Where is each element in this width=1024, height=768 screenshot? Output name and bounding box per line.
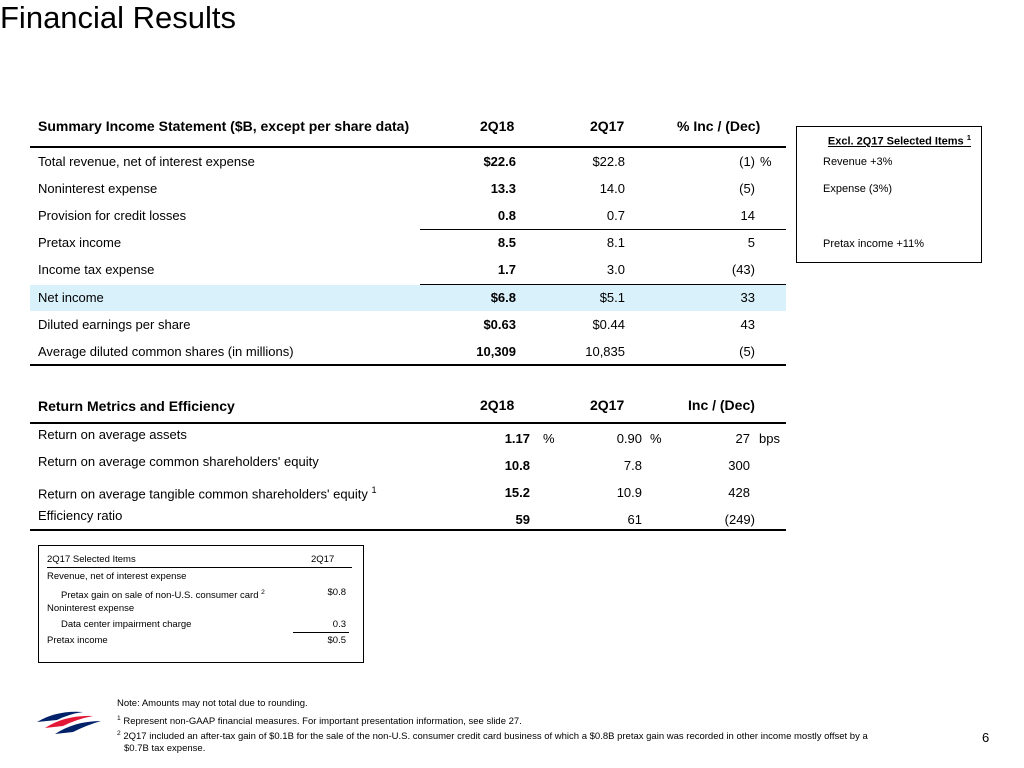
row-label: Total revenue, net of interest expense (38, 154, 255, 169)
selected-row-value: $0.5 (327, 635, 346, 646)
selected-header-rule (47, 567, 352, 568)
excl-expense: Expense (3%) (823, 183, 893, 195)
selected-col-header: 2Q17 (311, 554, 335, 565)
row-label: Diluted earnings per share (38, 317, 191, 332)
row-2q18: 10,309 (476, 344, 516, 359)
net-income-highlight (30, 285, 786, 311)
income-header-2q18: 2Q18 (480, 118, 515, 134)
returns-bottom-rule (30, 529, 786, 531)
row-change: 5 (747, 235, 755, 250)
row-2q17: $0.44 (592, 317, 625, 332)
row-change: 27 (735, 431, 750, 446)
returns-header-rule (30, 422, 786, 424)
row-label: Provision for credit losses (38, 208, 187, 223)
selected-row-label: Pretax gain on sale of non-U.S. consumer card $^2$ (61, 589, 265, 602)
row-2q18: 0.8 (497, 208, 516, 223)
row-2q17: 61 (627, 512, 642, 527)
excl-pretax: Pretax income +11% (823, 238, 924, 250)
income-bottom-rule (30, 364, 786, 366)
row-label: Net income (38, 290, 104, 305)
page-number: 6 (982, 730, 990, 745)
selected-row-label: Data center impairment charge (61, 619, 192, 630)
selected-row-value: $0.8 (327, 587, 346, 598)
returns-header-change: Inc / (Dec) (688, 397, 755, 413)
selected-subtotal-rule (293, 632, 349, 633)
row-2q17: 8.1 (606, 235, 625, 250)
row-2q18: 13.3 (490, 181, 516, 196)
row-2q18-unit: % (543, 431, 555, 446)
row-change-unit: bps (759, 431, 780, 446)
excl-box-title: Excl. 2Q17 Selected Items $^1$ (827, 133, 971, 148)
row-2q18: $0.63 (483, 317, 516, 332)
row-change: 14 (740, 208, 755, 223)
row-2q17: $22.8 (592, 154, 625, 169)
row-2q18: 10.8 (504, 458, 530, 473)
footnote-2-cont: $0.7B tax expense. (124, 743, 206, 754)
returns-header-2q17: 2Q17 (590, 397, 625, 413)
row-label: Return on average assets (38, 427, 187, 442)
subtotal-rule (420, 284, 786, 285)
row-change: 428 (728, 485, 750, 500)
row-2q18: $22.6 (483, 154, 516, 169)
row-change: 300 (728, 458, 750, 473)
row-2q17: 14.0 (599, 181, 625, 196)
row-2q17: $5.1 (599, 290, 625, 305)
income-header-label: Summary Income Statement ($B, except per share data) (38, 118, 410, 134)
subtotal-rule (420, 229, 786, 230)
row-2q18: 15.2 (504, 485, 530, 500)
row-label: Return on average tangible common shareholders' equity $^1$ (38, 485, 377, 502)
returns-header-label: Return Metrics and Efficiency (38, 398, 235, 414)
row-2q17: 10,835 (585, 344, 625, 359)
page-title: Financial Results (0, 0, 237, 35)
row-2q17: 10.9 (616, 485, 642, 500)
row-2q17: 0.7 (606, 208, 625, 223)
row-2q17: 3.0 (606, 262, 625, 277)
selected-row-label: Pretax income (47, 635, 108, 646)
row-change: (5) (739, 181, 755, 196)
selected-row-value: 0.3 (332, 619, 346, 630)
row-2q18: 1.17 (504, 431, 530, 446)
row-2q18: 59 (515, 512, 530, 527)
footnote-1: $^1$ Represent non-GAAP financial measures. For important presentation information, see slide 27. (117, 715, 522, 728)
row-change: 43 (740, 317, 755, 332)
selected-row-label: Noninterest expense (47, 603, 135, 614)
row-2q17: 0.90 (616, 431, 642, 446)
row-change: (43) (731, 262, 755, 277)
row-change: (5) (739, 344, 755, 359)
returns-header-2q18: 2Q18 (480, 397, 515, 413)
row-2q17-unit: % (650, 431, 662, 446)
row-change: (249) (724, 512, 755, 527)
row-change: (1) (739, 154, 755, 169)
selected-header: 2Q17 Selected Items (47, 554, 136, 565)
footnote-rounding: Note: Amounts may not total due to rounding. (117, 698, 308, 709)
row-unit: % (760, 154, 772, 169)
income-header-rule (30, 146, 786, 148)
row-2q17: 7.8 (623, 458, 642, 473)
bank-logo-icon (35, 708, 103, 741)
row-label: Return on average common shareholders' equity (38, 454, 319, 469)
selected-items-box (38, 545, 364, 663)
row-2q18: 1.7 (497, 262, 516, 277)
row-label: Efficiency ratio (38, 508, 123, 523)
row-label: Pretax income (38, 235, 122, 250)
row-label: Income tax expense (38, 262, 155, 277)
footnote-2: $^2$ 2Q17 included an after-tax gain of $0.1B for the sale of the non-U.S. consumer credit card business of which a $0.8B pretax gain was recorded in other income mostly offset by a (117, 730, 868, 743)
excl-revenue: Revenue +3% (823, 156, 893, 168)
income-header-change: % Inc / (Dec) (677, 118, 761, 134)
row-2q18: 8.5 (497, 235, 516, 250)
selected-row-label: Revenue, net of interest expense (47, 571, 187, 582)
excl-selected-items-box (796, 126, 982, 263)
row-label: Average diluted common shares (in millions) (38, 344, 294, 359)
row-2q18: $6.8 (490, 290, 516, 305)
row-label: Noninterest expense (38, 181, 158, 196)
income-header-2q17: 2Q17 (590, 118, 625, 134)
row-change: 33 (740, 290, 755, 305)
